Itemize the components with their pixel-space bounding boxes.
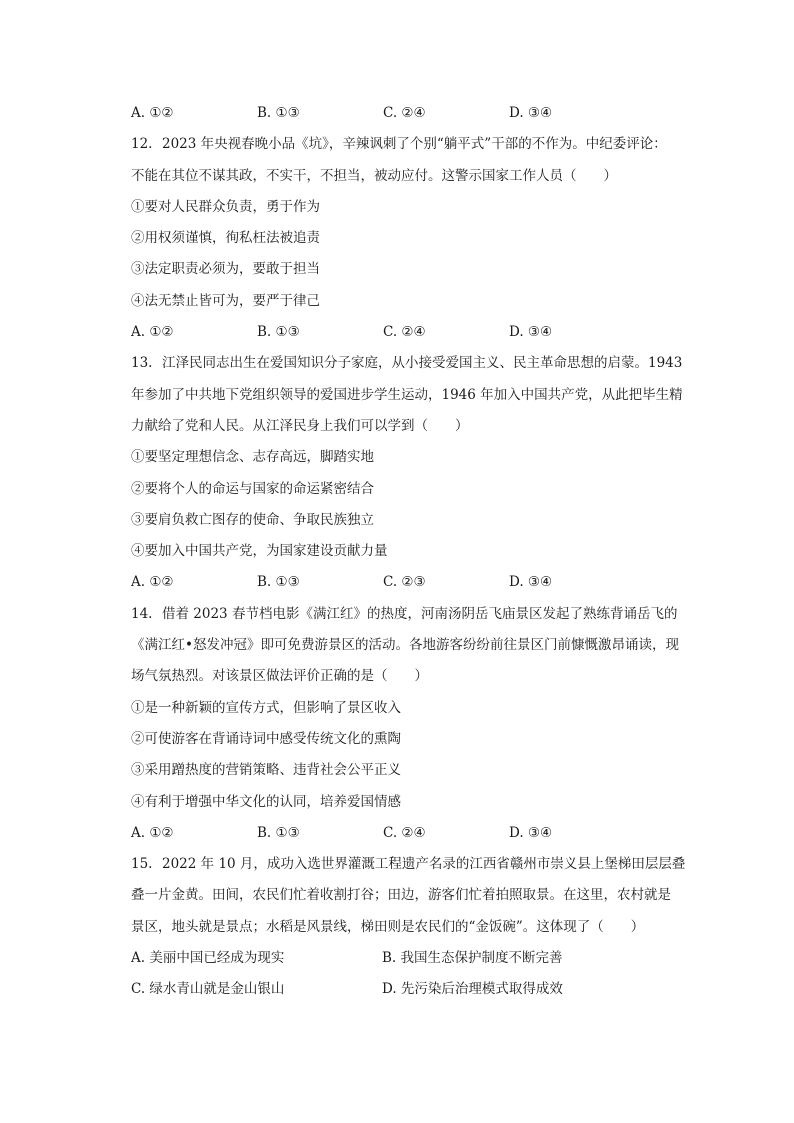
q15-stem-text-1: 2022 年 10 月，成功入选世界灌溉工程遗产名录的江西省赣州市崇义县上堡梯田层层叠 (162, 856, 686, 873)
q15-option-b: B. 我国生态保护制度不断完善 (382, 950, 563, 967)
q12-item-4: ④法无禁止皆可为，要严于律己 (131, 292, 320, 309)
q12-option-a: A. ①② (131, 324, 174, 341)
q12-number: 12. (131, 136, 153, 153)
q14-item-4: ④有利于增强中华文化的认同，培养爱国情感 (131, 793, 401, 810)
q14-stem-line-2: 《满江红•怒发冲冠》即可免费游景区的活动。各地游客纷纷前往景区门前慷慨激昂诵读，现 (131, 637, 679, 654)
q15-number: 15. (131, 856, 153, 873)
q14-option-c: C. ②④ (383, 824, 426, 841)
q14-number: 14. (131, 605, 153, 622)
q13-stem-line-1 (131, 348, 697, 379)
q13-item-4: ④要加入中国共产党，为国家建设贡献力量 (131, 543, 388, 560)
q11-option-d: D. ③④ (509, 105, 553, 121)
q12-option-b: B. ①③ (257, 324, 300, 341)
q13-option-d: D. ③④ (509, 574, 553, 591)
q12-option-c: C. ②④ (383, 324, 426, 341)
q14-item-2: ②可使游客在背诵诗词中感受传统文化的熏陶 (131, 730, 401, 747)
q15-stem-line-2: 叠一片金黄。田间，农民们忙着收割打谷；田边，游客们忙着拍照取景。在这里，农村就是 (131, 887, 671, 904)
q13-item-2: ②要将个人的命运与国家的命运紧密结合 (131, 480, 374, 497)
q14-stem-line-1 (131, 599, 697, 630)
q12-item-3: ③法定职责必须为，要敢于担当 (131, 261, 320, 278)
q14-options (131, 818, 697, 849)
q15-stem-line-3: 景区，地头就是景点；水稻是风景线，梯田则是农民们的“金饭碗”。这体现了（ ） (131, 918, 645, 935)
q13-item-1: ①要坚定理想信念、志存高远，脚踏实地 (131, 449, 374, 466)
q12-option-d: D. ③④ (509, 324, 553, 341)
q15-option-d: D. 先污染后治理模式取得成效 (382, 981, 563, 998)
q13-option-c: C. ②③ (383, 574, 426, 591)
q15-option-c: C. 绿水青山就是金山银山 (131, 981, 285, 998)
q13-stem-line-3: 力献给了党和人民。从江泽民身上我们可以学到（ ） (131, 417, 469, 434)
q14-stem-text-1: 借着 2023 春节档电影《满江红》的热度，河南汤阴岳飞庙景区发起了熟练背诵岳飞的 (162, 605, 678, 622)
q11-option-c: C. ②④ (383, 105, 426, 121)
q13-options (131, 567, 697, 598)
q12-item-2: ②用权须谨慎，徇私枉法被追责 (131, 230, 320, 247)
q15-options-row-2 (131, 974, 697, 1005)
q13-option-a: A. ①② (131, 574, 174, 591)
q11-option-b: B. ①③ (257, 105, 300, 121)
q14-option-b: B. ①③ (257, 824, 300, 841)
question-13 (131, 348, 697, 598)
question-15 (131, 849, 697, 1005)
q15-options-row-1 (131, 943, 697, 974)
q11-option-a: A. ①② (131, 105, 174, 121)
exam-page (131, 98, 697, 1006)
q14-stem-line-3: 场气氛热烈。对该景区做法评价正确的是（ ） (131, 668, 428, 685)
q11-options (131, 98, 697, 129)
question-12 (131, 129, 697, 348)
q14-item-3: ③采用蹭热度的营销策略、违背社会公平正义 (131, 762, 401, 779)
q13-option-b: B. ①③ (257, 574, 300, 591)
q15-stem-line-1 (131, 849, 697, 880)
question-14 (131, 599, 697, 849)
q13-stem-line-2: 年参加了中共地下党组织领导的爱国进步学生运动，1946 年加入中国共产党，从此把毕生精 (131, 386, 683, 403)
q13-number: 13. (131, 355, 153, 372)
q12-item-1: ①要对人民群众负责，勇于作为 (131, 198, 320, 215)
q13-stem-text-1: 江泽民同志出生在爱国知识分子家庭，从小接受爱国主义、民主革命思想的启蒙。1943 (162, 355, 683, 372)
q14-item-1: ①是一种新颖的宣传方式，但影响了景区收入 (131, 699, 401, 716)
q13-item-3: ③要肩负救亡图存的使命、争取民族独立 (131, 511, 374, 528)
q14-option-d: D. ③④ (509, 824, 553, 841)
q12-options (131, 317, 697, 348)
q12-stem-line-2: 不能在其位不谋其政，不实干，不担当，被动应付。这警示国家工作人员（ ） (131, 167, 617, 184)
q12-stem-line-1 (131, 129, 697, 160)
q15-option-a: A. 美丽中国已经成为现实 (131, 950, 285, 967)
q12-stem-text-1: 2023 年央视春晚小品《坑》，辛辣讽刺了个别“躺平式”干部的不作为。中纪委评论： (162, 136, 667, 153)
q14-option-a: A. ①② (131, 824, 174, 841)
